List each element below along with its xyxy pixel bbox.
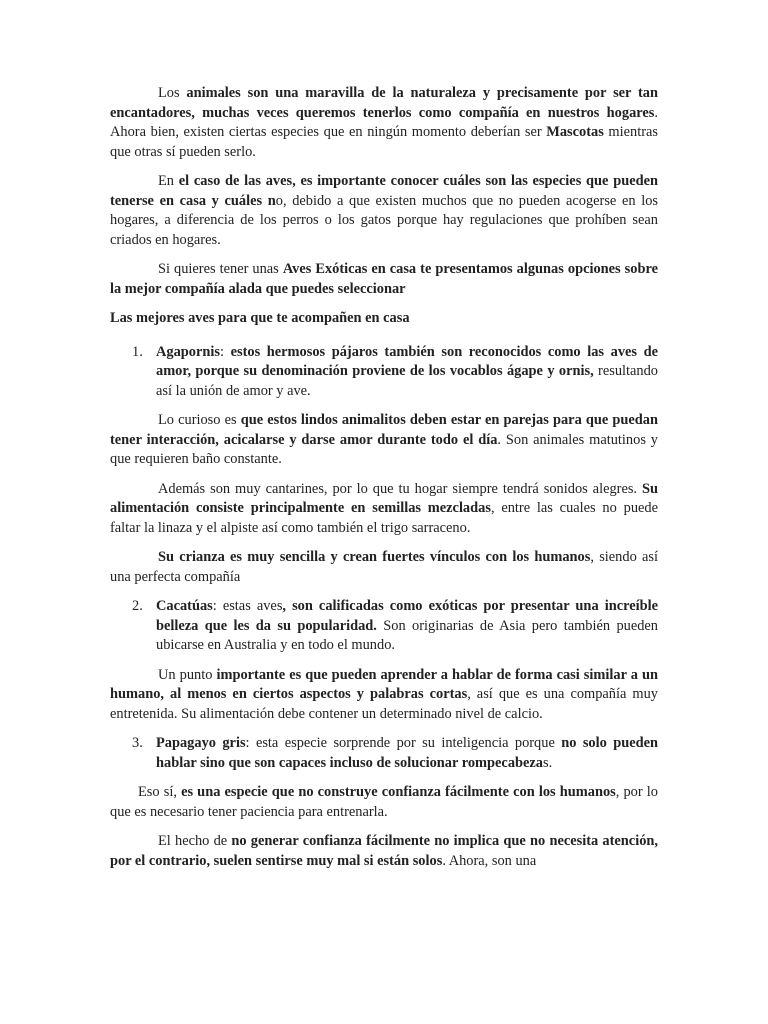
bold-run: Agapornis bbox=[156, 343, 220, 360]
bold-run: , son calificadas como exóticas por presentar una increíble belleza que les da su popularidad. bbox=[156, 598, 658, 634]
paragraph-intro bbox=[110, 84, 658, 162]
bold-run: animales son una maravilla de la naturaleza y precisamente por ser tan encantadores, muchas veces queremos tenerlos como compañía en nuestros hogares bbox=[110, 85, 659, 121]
bold-run: importante es que pueden aprender a hablar de forma casi similar a un humano, al menos en ciertos aspectos y palabras cortas bbox=[110, 666, 658, 702]
bold-run: Cacatúas bbox=[156, 598, 213, 614]
bold-run: no solo pueden hablar sino que son capaces incluso de solucionar rompecabeza bbox=[156, 735, 658, 771]
bold-run: Su alimentación consiste principalmente en semillas mezcladas bbox=[110, 480, 658, 516]
text-run: resultando así la unión de amor y ave. bbox=[156, 363, 659, 399]
bold-run: no generar confianza fácilmente no implica que no necesita atención, por el contrario, suelen sentirse muy mal si están solos bbox=[110, 833, 658, 869]
bold-run: Su crianza es muy sencilla y crean fuertes vínculos con los humanos bbox=[158, 549, 591, 565]
bold-run: Papagayo gris bbox=[156, 735, 246, 751]
text-run: , siendo así una perfecta compañía bbox=[110, 549, 658, 585]
list-item-cacatuas bbox=[110, 597, 658, 656]
list-number: 2. bbox=[132, 598, 143, 614]
text-run: Un punto bbox=[158, 666, 217, 683]
text-run: Si quieres tener unas bbox=[158, 261, 283, 277]
text-run: Además son muy cantarines, por lo que tu hogar siempre tendrá sonidos alegres. bbox=[158, 480, 642, 497]
bold-run: Mascotas bbox=[546, 124, 604, 140]
bold-run: que estos lindos animalitos deben estar en parejas para que puedan tener interacción, acicalarse y darse amor durante todo el día bbox=[110, 412, 658, 448]
bold-run: Aves Exóticas en casa te presentamos algunas opciones sobre la mejor compañía alada que puedes seleccionar bbox=[110, 261, 658, 297]
paragraph-confianza bbox=[110, 783, 658, 822]
paragraph-crianza bbox=[110, 548, 658, 587]
list-number: 1. bbox=[132, 343, 143, 360]
text-run: El hecho de bbox=[158, 833, 232, 849]
text-run: . Ahora, son una bbox=[442, 852, 537, 869]
text-run: Los bbox=[158, 85, 187, 101]
text-run: : bbox=[219, 343, 231, 360]
paragraph-atencion bbox=[110, 832, 658, 871]
paragraph-alimentacion bbox=[110, 480, 658, 539]
section-heading: Las mejores aves para que te acompañen en casa bbox=[110, 310, 410, 326]
text-run: Eso sí, bbox=[138, 784, 182, 800]
paragraph-aves bbox=[110, 172, 658, 250]
bold-run: estos hermosos pájaros también son reconocidos como las aves de amor, porque su denominación proviene de los vocablos ágape y ornis, bbox=[156, 343, 658, 379]
text-run: , así que es una compañía muy entretenida. Su alimentación debe contener un determinado nivel de calcio. bbox=[110, 686, 658, 722]
bold-run: es una especie que no construye confianza fácilmente con los humanos bbox=[181, 784, 616, 800]
text-run: o, debido a que existen muchos que no pueden acogerse en los hogares, a diferencia de los perros o los gatos porque hay regulaciones que prohíben sean criados en hogares. bbox=[110, 192, 658, 248]
text-run: : estas aves bbox=[212, 598, 283, 614]
text-run: . Ahora bien, existen ciertas especies que en ningún momento deberían ser bbox=[110, 104, 658, 140]
text-run: , por lo que es necesario tener paciencia para entrenarla. bbox=[110, 784, 658, 820]
bold-run: el caso de las aves, es importante conocer cuáles son las especies que pueden tenerse en casa y cuáles n bbox=[110, 173, 658, 209]
text-run: : esta especie sorprende por su inteligencia porque bbox=[245, 735, 562, 751]
text-run: En bbox=[158, 173, 179, 189]
paragraph-opciones bbox=[110, 260, 658, 299]
document-body bbox=[110, 84, 658, 881]
text-run: . Son animales matutinos y que requieren baño constante. bbox=[110, 431, 658, 467]
list-number: 3. bbox=[132, 735, 143, 751]
paragraph-hablar bbox=[110, 666, 658, 725]
text-run: , entre las cuales no puede faltar la linaza y el alpiste así como también el trigo sarraceno. bbox=[110, 500, 658, 536]
paragraph-curioso bbox=[110, 411, 658, 470]
text-run: Lo curioso es bbox=[158, 412, 241, 428]
text-run: Son originarias de Asia pero también pueden ubicarse en Australia y en todo el mundo. bbox=[156, 617, 658, 653]
list-item-agapornis bbox=[110, 343, 658, 402]
text-run: s. bbox=[543, 754, 553, 771]
list-item-papagayo bbox=[110, 734, 658, 773]
text-run: mientras que otras sí pueden serlo. bbox=[110, 124, 658, 160]
